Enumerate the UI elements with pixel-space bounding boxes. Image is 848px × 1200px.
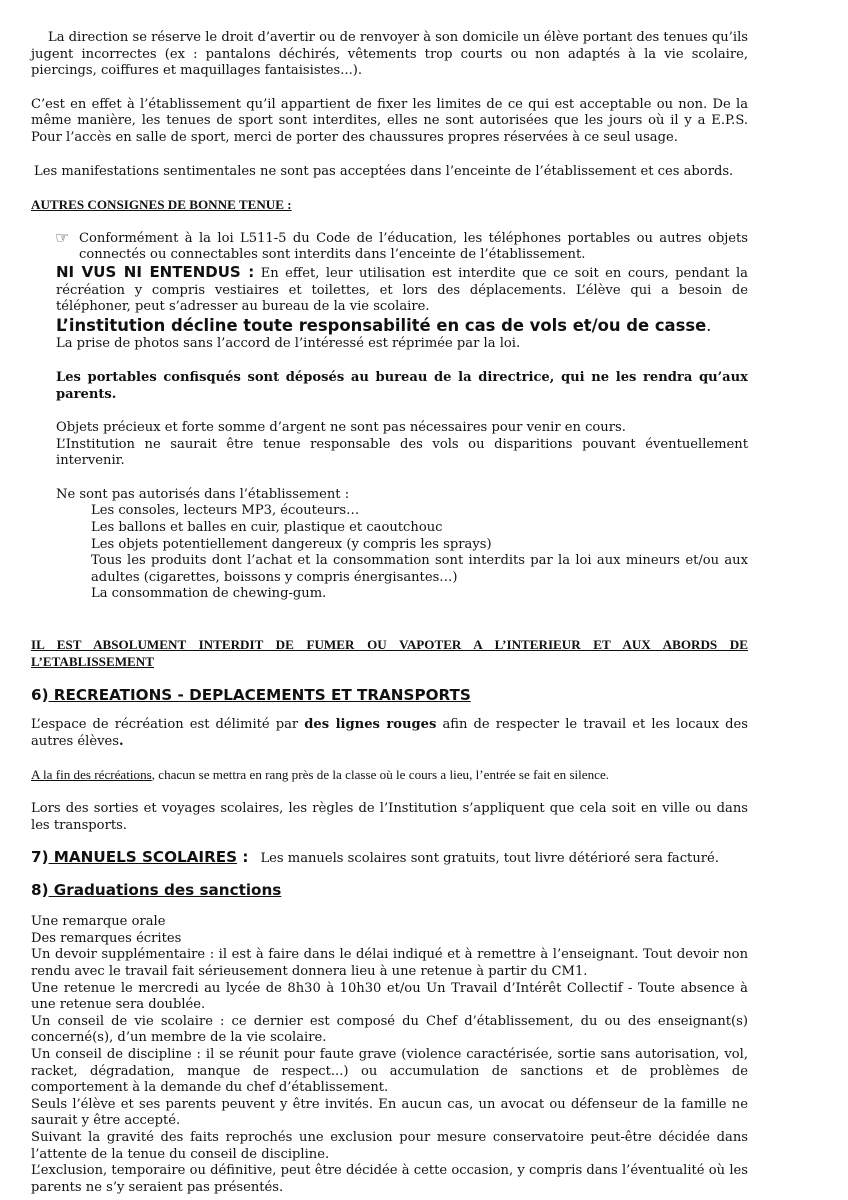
non-autorises-list (31, 503, 748, 603)
section-8-number: 8) (31, 881, 49, 900)
lignes-rouges: des lignes rouges (304, 717, 437, 733)
ni-vus-block (31, 264, 748, 504)
confisques-rule: Les portables confisqués sont déposés au bureau de la directrice, qui ne les rendra qu’aux parents. (56, 369, 748, 402)
consignes-heading: AUTRES CONSIGNES DE BONNE TENUE : (31, 197, 292, 213)
recreation-espace-suite: afin de respecter le travail et les locaux des autres élèves (31, 717, 748, 749)
list-item: Les ballons et balles en cuir, plastique et caoutchouc (91, 520, 443, 536)
sanction-item: Suivant la gravité des faits reprochés une exclusion pour mesure conservatoire peut-être décidée dans l’attente de la tenue du conseil de discipline. (31, 1129, 748, 1162)
fin-recreations-label: A la fin des récréations (31, 767, 152, 783)
section-7-text: Les manuels scolaires sont gratuits, tout livre détérioré sera facturé. (260, 851, 719, 867)
section-6-number: 6) (31, 686, 49, 705)
sanction-item: L’exclusion, temporaire ou définitive, peut être décidée à cette occasion, y compris dans l’éventualité où les parents ne s’y seraient pas présentés. (31, 1163, 748, 1195)
intro-paragraph-manifestations: Les manifestations sentimentales ne sont pas acceptées dans l’enceinte de l’établissement et ces abords. (34, 163, 734, 179)
recreation-espace (31, 717, 748, 750)
sanction-item: Une retenue le mercredi au lycée de 8h30 à 10h30 et/ou Un Travail d’Intérêt Collectif - Toute absence à une retenue sera doublée. (31, 980, 748, 1013)
list-item: Les consoles, lecteurs MP3, écouteurs… (91, 503, 360, 519)
non-autorises-heading: Ne sont pas autorisés dans l’établissement : (56, 486, 350, 502)
section-7-line (31, 848, 748, 867)
ni-vus-paragraph (56, 264, 748, 316)
list-item: Les objets potentiellement dangereux (y compris les sprays) (91, 536, 492, 552)
ni-vus-text: En effet, leur utilisation est interdite que ce soit en cours, pendant la récréation y compris vestiaires et toilettes, et lors des déplacements. L’élève qui a besoin de téléphoner, peut s’adresser au bureau de la vie scolaire. (56, 265, 748, 315)
sanction-item: Une remarque orale (31, 914, 166, 930)
document-page (31, 30, 748, 1196)
sanction-item: Un devoir supplémentaire : il est à faire dans le délai indiqué et à remettre à l’enseignant. Tout devoir non rendu avec le travail fait sérieusement donnera lieu à une retenue à partir du CM1. (31, 947, 748, 979)
sanction-item: Un conseil de vie scolaire : ce dernier est composé du Chef d’établissement, du ou des enseignant(s) concerné(s), d’un membre de la vie scolaire. (31, 1013, 748, 1046)
recreation-espace-dot: . (118, 733, 124, 749)
institution-responsabilite-text: L’institution décline toute responsabilité en cas de vols et/ou de casse (56, 315, 707, 335)
interdit-fumer-notice: IL EST ABSOLUMENT INTERDIT DE FUMER OU VAPOTER A L’INTERIEUR ET AUX ABORDS DE L’ETABLISSEMENT (31, 637, 748, 669)
sorties-voyages: Lors des sorties et voyages scolaires, les règles de l’Institution s’appliquent que cela soit en ville ou dans les transports. (31, 801, 748, 833)
photos-rule: La prise de photos sans l’accord de l’intéressé est réprimée par la loi. (56, 336, 521, 352)
sanctions-list (31, 914, 748, 1196)
fin-recreations-text: , chacun se mettra en rang près de la classe où le cours a lieu, l’entrée se fait en silence. (151, 767, 610, 783)
section-7-number: 7) (31, 848, 49, 867)
sanction-item: Seuls l’élève et ses parents peuvent y être invités. En aucun cas, un avocat ou défenseur de la famille ne saurait y être accepté. (31, 1096, 748, 1129)
section-7-heading (31, 848, 248, 867)
fin-recreations (31, 767, 748, 784)
section-7-title: MANUELS SCOLAIRES (48, 848, 238, 867)
section-6-title: RECREATIONS - DEPLACEMENTS ET TRANSPORTS (48, 686, 471, 705)
objets-precieux-line2: L’Institution ne saurait être tenue responsable des vols ou disparitions pouvant éventuellement intervenir. (56, 436, 748, 469)
institution-responsabilite-dot: . (706, 315, 712, 335)
sanction-item: Un conseil de discipline : il se réunit pour faute grave (violence caractérisée, sortie sans autorisation, vol, racket, dégradation, manque de respect...) ou accumulation de sanctions et de problèmes de comportement à la demande du chef d’établissement. (31, 1046, 748, 1096)
institution-responsabilite (56, 316, 748, 337)
list-item: Tous les produits dont l’achat et la consommation sont interdits par la loi aux mineurs et/ou aux adultes (cigarettes, boissons y compris énergisantes…) (91, 553, 748, 585)
ni-vus-label: NI VUS NI ENTENDUS : (56, 262, 255, 281)
phones-rule-text: Conformément à la loi L511-5 du Code de l’éducation, les téléphones portables ou autres objets connectés ou connectables sont interdits dans l’enceinte de l’établissement. (79, 230, 748, 263)
intro-paragraph-limites: C’est en effet à l’établissement qu’il appartient de fixer les limites de ce qui est acceptable ou non. De la même manière, les tenues de sport sont interdites, elles ne sont autorisées que les jours où il y a E.P.S. Pour l’accès en salle de sport, merci de porter des chaussures propres réservées à ce seul usage. (31, 96, 748, 145)
phones-rule (31, 227, 748, 264)
section-8-title: Graduations des sanctions (48, 881, 282, 900)
section-7-colon: : (237, 848, 249, 867)
section-6-heading (31, 686, 748, 705)
pointing-hand-icon: ☞ (55, 227, 70, 247)
intro-paragraph-tenues: La direction se réserve le droit d’avertir ou de renvoyer à son domicile un élève portant des tenues qu’ils jugent incorrectes (ex : pantalons déchirés, vêtements trop courts ou non adaptés à la vie scolaire, piercings, coiffures et maquillages fantaisistes...). (31, 30, 748, 79)
sanction-item: Des remarques écrites (31, 930, 182, 946)
section-8-heading (31, 881, 748, 900)
recreation-espace-text: L’espace de récréation est délimité par (31, 717, 305, 733)
list-item: La consommation de chewing-gum. (91, 586, 327, 602)
objets-precieux-line1: Objets précieux et forte somme d’argent ne sont pas nécessaires pour venir en cours. (56, 420, 626, 436)
